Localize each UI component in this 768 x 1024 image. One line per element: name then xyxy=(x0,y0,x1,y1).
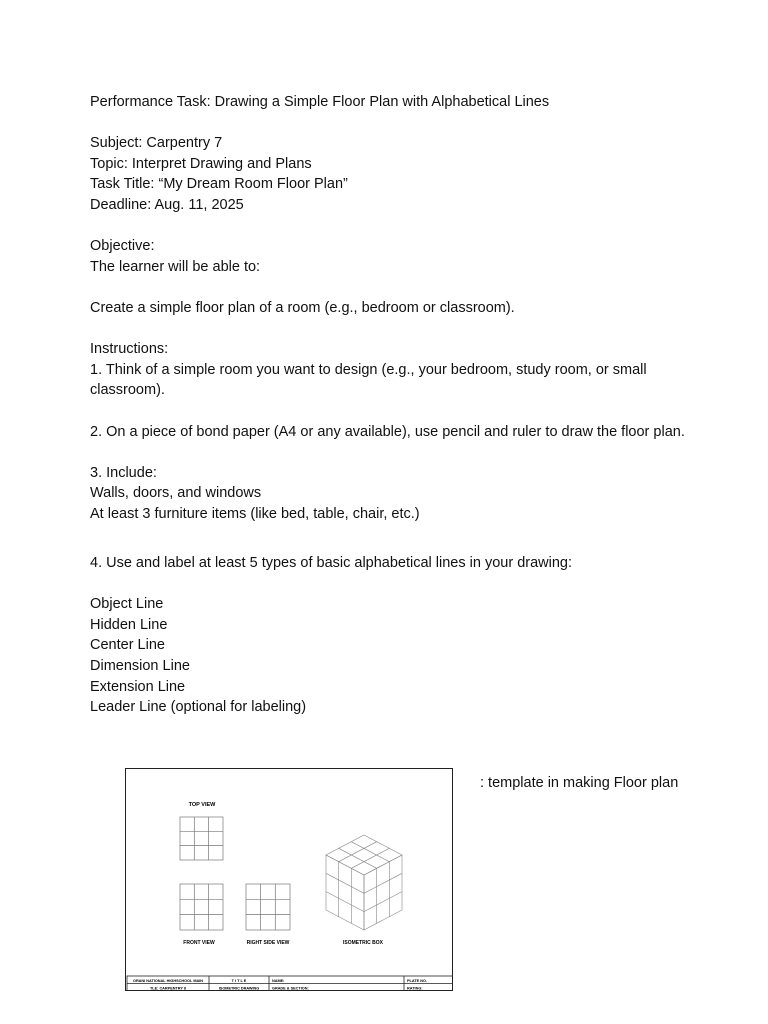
right-side-view-label: RIGHT SIDE VIEW xyxy=(246,940,290,946)
line-type-item: Object Line xyxy=(90,596,164,613)
include-item: At least 3 furniture items (like bed, table, chair, etc.) xyxy=(90,505,420,522)
name-field: NAME: xyxy=(272,978,285,983)
instruction-step-3: 3. Include: xyxy=(90,464,157,481)
rating-field: RATING: xyxy=(407,986,423,990)
isometric-box xyxy=(326,835,402,930)
plate-no-field: PLATE NO. xyxy=(407,978,427,983)
line-type-item: Leader Line (optional for labeling) xyxy=(90,699,307,716)
line-type-item: Hidden Line xyxy=(90,616,168,633)
deadline-line: Deadline: Aug. 11, 2025 xyxy=(90,196,244,213)
front-view-grid xyxy=(180,884,223,930)
template-caption: : template in making Floor plan xyxy=(480,774,679,791)
subject-name: TLE: CARPENTRY 8 xyxy=(149,986,187,990)
instruction-step-1: 1. Think of a simple room you want to design (e.g., your bedroom, study room, or small classroom). xyxy=(90,361,647,399)
document-body xyxy=(90,92,690,718)
instruction-step-4: 4. Use and label at least 5 types of basic alphabetical lines in your drawing: xyxy=(90,555,573,572)
top-view-grid xyxy=(180,817,223,860)
task-title: Performance Task: Drawing a Simple Floor Plan with Alphabetical Lines xyxy=(90,94,550,110)
line-type-item: Extension Line xyxy=(90,678,186,695)
line-type-item: Dimension Line xyxy=(90,658,190,675)
include-item: Walls, doors, and windows xyxy=(90,485,262,502)
isometric-box-label: ISOMETRIC BOX xyxy=(342,940,384,946)
subject-line: Subject: Carpentry 7 xyxy=(90,135,223,152)
objective-lead: The learner will be able to: xyxy=(90,258,261,275)
school-name: ORANI NATIONAL HIGHSCHOOL MAIN xyxy=(132,978,204,983)
objective-text: Create a simple floor plan of a room (e.g., bedroom or classroom). xyxy=(90,299,515,316)
template-drawing xyxy=(126,769,452,990)
title-value: ISOMETRIC DRAWING xyxy=(218,986,260,990)
right-side-view-grid xyxy=(246,884,290,930)
top-view-label: TOP VIEW xyxy=(188,802,216,808)
front-view-label: FRONT VIEW xyxy=(183,940,215,946)
instructions-heading: Instructions: xyxy=(90,341,169,358)
title-label: T I T L E xyxy=(231,978,247,983)
template-figure xyxy=(125,768,453,991)
instruction-step-2: 2. On a piece of bond paper (A4 or any available), use pencil and ruler to draw the floor plan. xyxy=(90,423,685,440)
task-title-line: Task Title: “My Dream Room Floor Plan” xyxy=(90,176,348,193)
objective-heading: Objective: xyxy=(90,238,155,255)
grade-section-field: GRADE & SECTION: xyxy=(272,986,309,990)
line-type-item: Center Line xyxy=(90,637,165,654)
topic-line: Topic: Interpret Drawing and Plans xyxy=(90,155,312,172)
